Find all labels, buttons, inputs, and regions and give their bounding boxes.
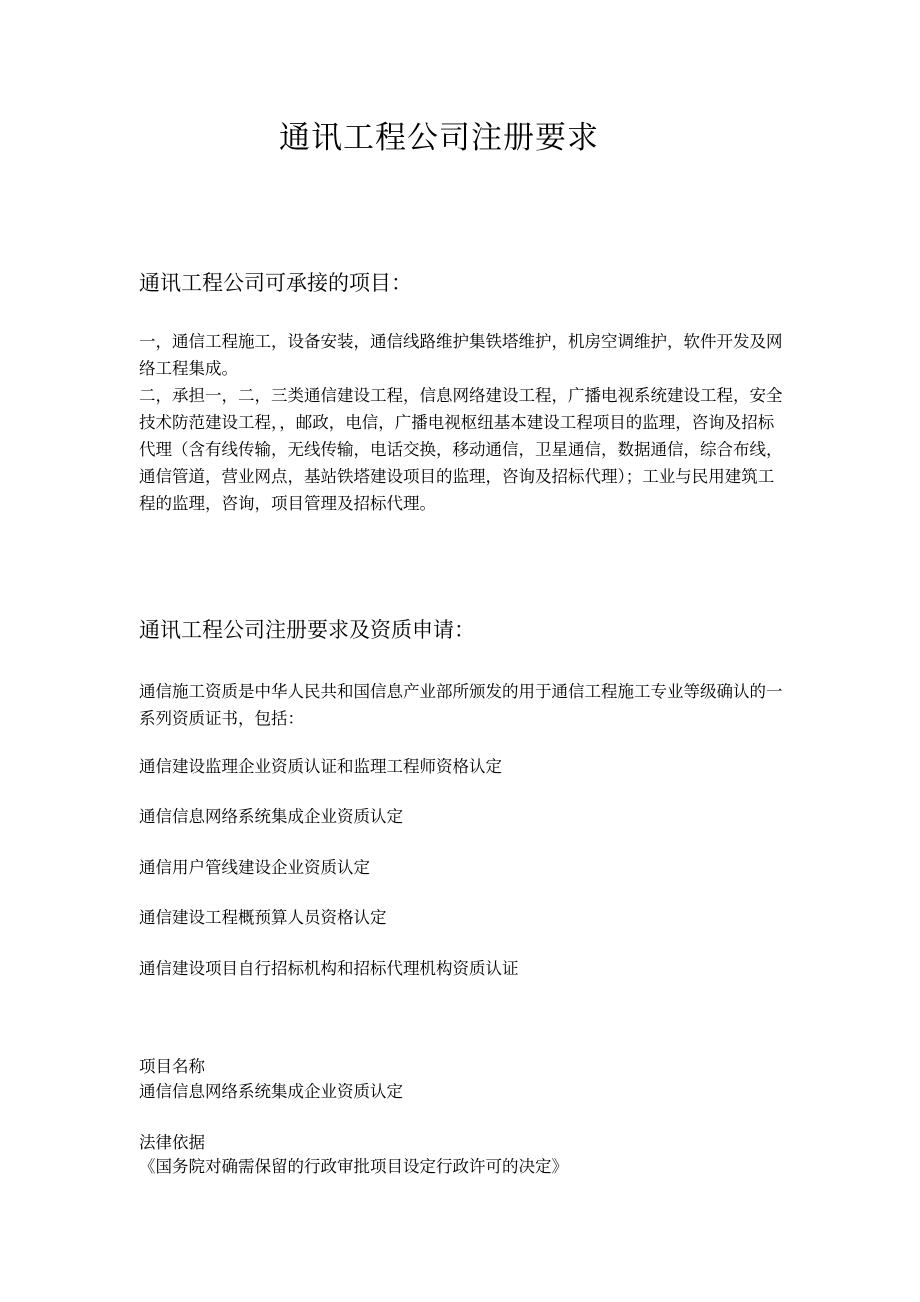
section2-heading: 通讯工程公司注册要求及资质申请：	[139, 618, 475, 642]
section1-paragraph-1: 一，通信工程施工，设备安装，通信线路维护集铁塔维护，机房空调维护，软件开发及网络工程集成。	[139, 332, 783, 378]
section1-paragraph-2: 二，承担一，二，三类通信建设工程，信息网络建设工程，广播电视系统建设工程，安全技术防范建设工程，，邮政，电信，广播电视枢纽基本建设工程项目的监理，咨询及招标代理（含有线传输，无线传输，电话交换，移动通信，卫星通信，数据通信，综合布线，通信管道，营业网点，基站铁塔建设项目的监理，咨询及招标代理）；工业与民用建筑工程的监理，咨询，项目管理及招标代理。	[139, 386, 783, 513]
project-name-label: 项目名称	[139, 1057, 205, 1076]
qualification-item-5: 通信建设项目自行招标机构和招标代理机构资质认证	[139, 959, 519, 978]
legal-basis-label: 法律依据	[139, 1133, 205, 1152]
qualification-item-2: 通信信息网络系统集成企业资质认定	[139, 807, 403, 826]
project-name-value: 通信信息网络系统集成企业资质认定	[139, 1082, 403, 1101]
section2-intro: 通信施工资质是中华人民共和国信息产业部所颁发的用于通信工程施工专业等级确认的一系列资质证书，包括：	[139, 682, 783, 728]
qualification-item-4: 通信建设工程概预算人员资格认定	[139, 908, 387, 927]
legal-basis-value: 《国务院对确需保留的行政审批项目设定行政许可的决定》	[139, 1157, 568, 1176]
qualification-item-1: 通信建设监理企业资质认证和监理工程师资格认定	[139, 757, 502, 776]
qualification-item-3: 通信用户管线建设企业资质认定	[139, 858, 370, 877]
document-title: 通讯工程公司注册要求	[279, 120, 599, 156]
section1-heading: 通讯工程公司可承接的项目：	[139, 271, 412, 295]
section1-body	[139, 328, 789, 517]
